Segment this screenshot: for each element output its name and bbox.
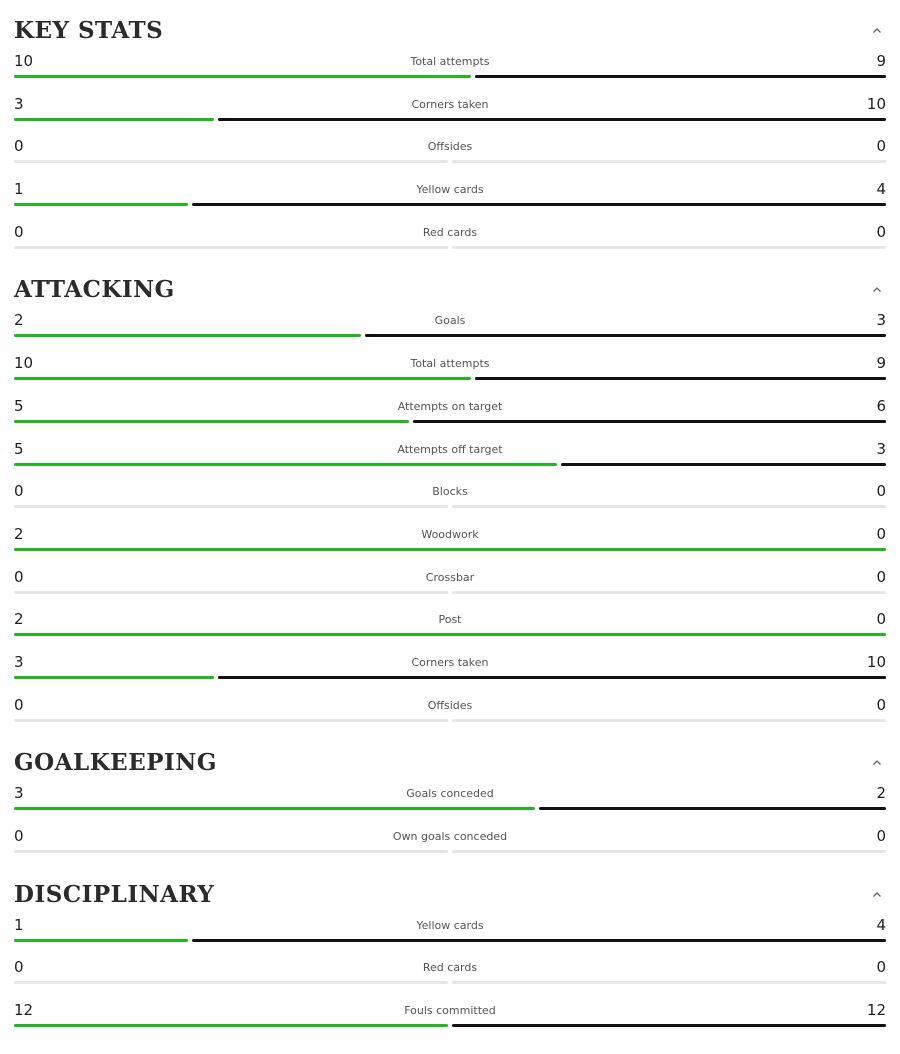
section-disciplinary: [0, 864, 900, 1038]
comparison-bar: [14, 719, 886, 722]
home-bar: [14, 676, 214, 679]
section-header[interactable]: [0, 732, 900, 778]
stat-row-offsides: [0, 131, 900, 174]
home-value: 0: [14, 695, 24, 714]
away-value: 4: [876, 180, 886, 199]
stat-label: Post: [438, 613, 462, 627]
stat-label: Yellow cards: [416, 918, 484, 932]
stat-label: Blocks: [432, 485, 468, 499]
away-bar: [452, 719, 886, 722]
away-value: 0: [876, 827, 886, 845]
away-value: 6: [876, 396, 886, 415]
comparison-bar: [14, 591, 886, 594]
comparison-bar: [14, 463, 886, 466]
stat-row-total-attempts: [0, 46, 900, 89]
stat-label: Woodwork: [421, 527, 479, 541]
away-value: 12: [866, 1001, 886, 1020]
away-value: 4: [876, 915, 886, 934]
home-value: 10: [14, 354, 34, 373]
away-value: 0: [876, 567, 886, 586]
comparison-bar: [14, 160, 886, 163]
stat-row-corners-taken: [0, 89, 900, 132]
away-value: 0: [876, 610, 886, 629]
stat-row-blocks: [0, 476, 900, 519]
stat-row-attempts-on-target: [0, 391, 900, 434]
stat-row-red-cards: [0, 217, 900, 260]
comparison-bar: [14, 334, 886, 337]
away-value: 0: [876, 695, 886, 714]
section-title: GOALKEEPING: [14, 749, 217, 777]
away-value: 10: [866, 94, 886, 113]
away-value: 0: [876, 137, 886, 156]
stat-row-woodwork: [0, 519, 900, 562]
home-bar: [14, 591, 448, 594]
home-bar: [14, 246, 448, 249]
away-bar: [452, 850, 886, 853]
away-bar: [218, 118, 886, 121]
stat-label: Corners taken: [411, 655, 489, 669]
comparison-bar: [14, 548, 886, 551]
away-bar: [452, 246, 886, 249]
home-bar: [14, 548, 886, 551]
stat-row-crossbar: [0, 562, 900, 605]
away-bar: [561, 463, 887, 466]
home-bar: [14, 75, 471, 78]
home-bar: [14, 633, 886, 636]
away-value: 0: [876, 524, 886, 543]
home-value: 3: [14, 94, 24, 113]
comparison-bar: [14, 850, 886, 853]
away-bar: [218, 676, 886, 679]
stat-label: Total attempts: [410, 55, 490, 68]
stat-row-offsides: [0, 690, 900, 733]
away-value: 9: [876, 354, 886, 373]
stat-label: Offsides: [427, 698, 473, 712]
chevron-up-icon[interactable]: [868, 888, 886, 906]
home-value: 3: [14, 652, 24, 671]
home-value: 0: [14, 222, 24, 241]
stat-label: Fouls committed: [404, 1004, 496, 1018]
home-bar: [14, 203, 188, 206]
home-value: 0: [14, 482, 24, 501]
away-value: 10: [866, 652, 886, 671]
away-bar: [192, 939, 886, 942]
away-value: 2: [876, 784, 886, 803]
stat-label: Red cards: [422, 225, 478, 239]
home-value: 0: [14, 567, 24, 586]
home-value: 1: [14, 915, 24, 934]
stat-label: Goals conceded: [406, 787, 494, 801]
home-bar: [14, 939, 188, 942]
stat-label: Own goals conceded: [392, 830, 508, 843]
chevron-up-icon[interactable]: [868, 756, 886, 774]
home-bar: [14, 420, 409, 423]
stat-row-post: [0, 604, 900, 647]
section-key-stats: [0, 0, 900, 259]
home-bar: [14, 981, 448, 984]
away-value: 0: [876, 482, 886, 501]
section-header[interactable]: [0, 864, 900, 910]
home-bar: [14, 807, 535, 810]
home-value: 10: [14, 52, 34, 70]
home-value: 2: [14, 311, 24, 330]
home-bar: [14, 505, 448, 508]
stat-label: Red cards: [422, 961, 478, 975]
home-value: 0: [14, 137, 24, 156]
away-bar: [452, 591, 886, 594]
home-bar: [14, 334, 361, 337]
stat-row-goals: [0, 305, 900, 348]
chevron-up-icon[interactable]: [868, 24, 886, 42]
stat-label: Corners taken: [411, 97, 489, 111]
stat-label: Goals: [434, 314, 466, 328]
comparison-bar: [14, 676, 886, 679]
home-value: 12: [14, 1001, 34, 1020]
away-bar: [475, 377, 886, 380]
away-value: 3: [876, 439, 886, 458]
section-title: KEY STATS: [14, 17, 164, 44]
section-header[interactable]: [0, 259, 900, 305]
home-value: 5: [14, 439, 24, 458]
section-goalkeeping: [0, 732, 900, 863]
stat-label: Yellow cards: [416, 183, 484, 197]
comparison-bar: [14, 246, 886, 249]
away-bar: [452, 160, 886, 163]
comparison-bar: [14, 75, 886, 78]
stat-row-own-goals-conceded: [0, 821, 900, 864]
home-bar: [14, 160, 448, 163]
away-bar: [192, 203, 886, 206]
home-bar: [14, 1024, 448, 1027]
stat-row-red-cards: [0, 952, 900, 995]
section-title: ATTACKING: [14, 276, 175, 304]
home-value: 2: [14, 610, 24, 629]
away-bar: [452, 1024, 886, 1027]
home-bar: [14, 463, 557, 466]
home-bar: [14, 118, 214, 121]
comparison-bar: [14, 981, 886, 984]
chevron-up-icon[interactable]: [868, 283, 886, 301]
comparison-bar: [14, 807, 886, 810]
comparison-bar: [14, 939, 886, 942]
stat-label: Attempts on target: [397, 399, 503, 413]
stat-row-corners-taken: [0, 647, 900, 690]
section-header[interactable]: [0, 0, 900, 46]
home-value: 1: [14, 180, 24, 199]
away-bar: [475, 75, 886, 78]
comparison-bar: [14, 377, 886, 380]
stat-row-attempts-off-target: [0, 434, 900, 477]
away-value: 0: [876, 958, 886, 977]
comparison-bar: [14, 118, 886, 121]
home-bar: [14, 377, 471, 380]
away-value: 9: [876, 52, 886, 70]
stat-label: Attempts off target: [397, 442, 503, 456]
away-value: 0: [876, 222, 886, 241]
comparison-bar: [14, 1024, 886, 1027]
away-value: 3: [876, 311, 886, 330]
stat-label: Total attempts: [410, 357, 490, 371]
home-value: 3: [14, 784, 24, 803]
stat-row-goals-conceded: [0, 778, 900, 821]
away-bar: [413, 420, 886, 423]
away-bar: [539, 807, 886, 810]
stat-row-yellow-cards: [0, 174, 900, 217]
stat-label: Offsides: [427, 140, 473, 154]
stat-row-yellow-cards: [0, 910, 900, 953]
away-bar: [452, 981, 886, 984]
section-attacking: [0, 259, 900, 732]
home-bar: [14, 719, 448, 722]
section-title: DISCIPLINARY: [14, 880, 215, 908]
comparison-bar: [14, 633, 886, 636]
stat-row-total-attempts: [0, 348, 900, 391]
away-bar: [365, 334, 886, 337]
comparison-bar: [14, 203, 886, 206]
home-value: 0: [14, 827, 24, 845]
home-value: 2: [14, 524, 24, 543]
away-bar: [452, 505, 886, 508]
stat-row-fouls-committed: [0, 995, 900, 1038]
home-value: 5: [14, 396, 24, 415]
comparison-bar: [14, 420, 886, 423]
comparison-bar: [14, 505, 886, 508]
stat-label: Crossbar: [425, 570, 475, 584]
home-value: 0: [14, 958, 24, 977]
home-bar: [14, 850, 448, 853]
